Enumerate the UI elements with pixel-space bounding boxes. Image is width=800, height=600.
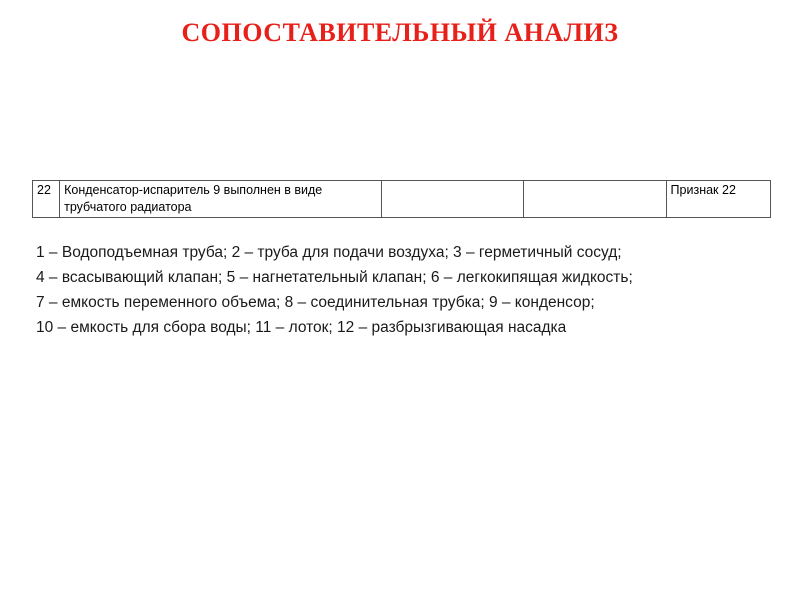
comparison-table [32, 180, 771, 218]
table-row [33, 181, 771, 218]
feature-cell: Признак 22 [666, 181, 770, 218]
row-number-cell: 22 [33, 181, 60, 218]
legend-line-4: 10 – емкость для сбора воды; 11 – лоток; 12 – разбрызгивающая насадка [36, 319, 567, 336]
legend-line-1: 1 – Водоподъемная труба; 2 – труба для подачи воздуха; 3 – герметичный сосуд; [36, 244, 622, 261]
legend-line-2: 4 – всасывающий клапан; 5 – нагнетательный клапан; 6 – легкокипящая жидкость; [36, 269, 633, 286]
slide-title: СОПОСТАВИТЕЛЬНЫЙ АНАЛИЗ [181, 18, 619, 47]
description-cell: Конденсатор-испаритель 9 выполнен в виде трубчатого радиатора [60, 181, 382, 218]
legend-line-3: 7 – емкость переменного объема; 8 – соединительная трубка; 9 – конденсор; [36, 294, 595, 311]
empty-cell-4 [523, 181, 666, 218]
comparison-table-container [32, 180, 771, 218]
figure-legend [36, 240, 776, 340]
empty-cell-3 [382, 181, 524, 218]
